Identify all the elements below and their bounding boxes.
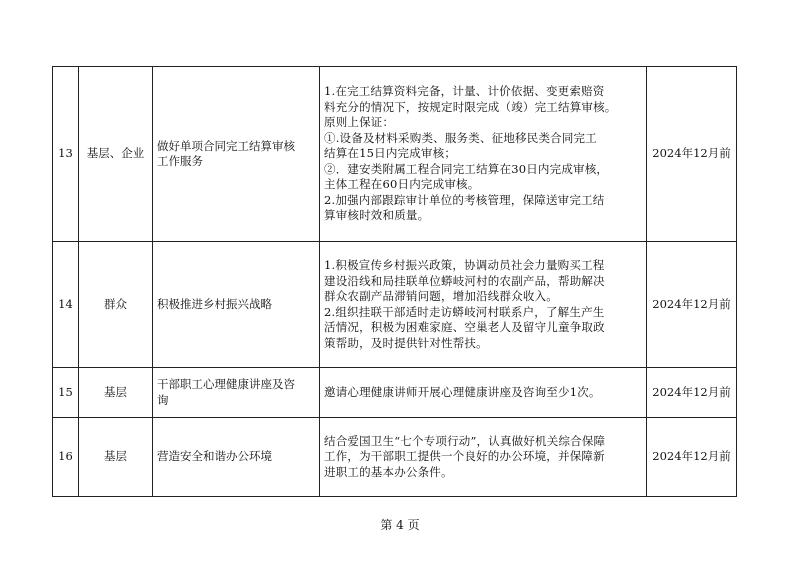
row-measures: [320, 418, 647, 497]
measure-line: 1.积极宣传乡村振兴政策，协调动员社会力量购买工程: [324, 258, 605, 272]
row-deadline: 2024年12月前: [647, 67, 737, 242]
measure-line: 活情况，积极为困难家庭、空巢老人及留守儿童争取政: [324, 320, 605, 334]
measure-line: 料充分的情况下，按规定时限完成（竣）完工结算审核。: [324, 99, 617, 114]
measure-line: 邀请心理健康讲师开展心理健康讲座及咨询至少1次。: [324, 384, 601, 399]
measure-line: ②．建安类附属工程合同完工结算在30日内完成审核，: [324, 161, 609, 176]
measure-line: 群众农副产品滞销问题，增加沿线群众收入。: [324, 289, 558, 303]
row-measures: [320, 242, 647, 368]
row-number: 16: [53, 418, 79, 497]
row-number: 14: [53, 242, 79, 368]
row-number: 13: [53, 67, 79, 242]
task-line: 营造安全和谐办公环境: [157, 449, 272, 464]
page-number: 第 4 页: [380, 518, 420, 532]
table-row: [53, 418, 737, 497]
measure-line: ①.设备及材料采购类、服务类、征地移民类合同完工: [324, 130, 597, 145]
row-task: [153, 418, 320, 497]
measure-line: 建设沿线和局挂联单位蟒岐河村的农副产品，帮助解决: [324, 273, 605, 288]
table-row: [53, 368, 737, 418]
measure-line: 工作，为干部职工提供一个良好的办公环境，并保障新: [324, 449, 605, 464]
row-number: 15: [53, 368, 79, 418]
row-task: [153, 67, 320, 242]
task-line: 工作服务: [157, 154, 203, 168]
row-target: 基层、企业: [79, 67, 153, 242]
measure-line: 1.在完工结算资料完备，计量、计价依据、变更索赔资: [324, 84, 605, 99]
row-measures: [320, 67, 647, 242]
task-line: 积极推进乡村振兴战略: [157, 296, 272, 311]
row-deadline: 2024年12月前: [647, 418, 737, 497]
tasks-table: [52, 66, 737, 497]
table-row: [53, 67, 737, 242]
row-target: 群众: [79, 242, 153, 368]
measure-line: 2.加强内部跟踪审计单位的考核管理，保障送审完工结: [324, 192, 605, 207]
measure-line: 原则上保证：: [324, 115, 395, 130]
measure-line: 进职工的基本办公条件。: [324, 464, 453, 479]
measure-line: 结合爱国卫生“七个专项行动”，认真做好机关综合保障: [324, 433, 606, 448]
measure-line: 结算在15日内完成审核；: [324, 146, 457, 161]
row-task: [153, 368, 320, 418]
row-target: 基层: [79, 368, 153, 418]
measure-line: 算审核时效和质量。: [324, 208, 430, 223]
row-measures: [320, 368, 647, 418]
row-deadline: 2024年12月前: [647, 368, 737, 418]
task-line: 干部职工心理健康讲座及咨: [157, 377, 295, 391]
measure-line: 策帮助，及时提供针对性帮扶。: [324, 335, 488, 350]
tasks-table-body: [53, 67, 737, 497]
row-target: 基层: [79, 418, 153, 497]
measure-line: 2.组织挂联干部适时走访蟒岐河村联系户，了解生产生: [324, 304, 605, 319]
task-line: 询: [157, 392, 169, 407]
row-task: [153, 242, 320, 368]
row-deadline: 2024年12月前: [647, 242, 737, 368]
task-line: 做好单项合同完工结算审核: [157, 138, 295, 153]
measure-line: 主体工程在60日内完成审核。: [324, 177, 480, 192]
table-row: [53, 242, 737, 368]
